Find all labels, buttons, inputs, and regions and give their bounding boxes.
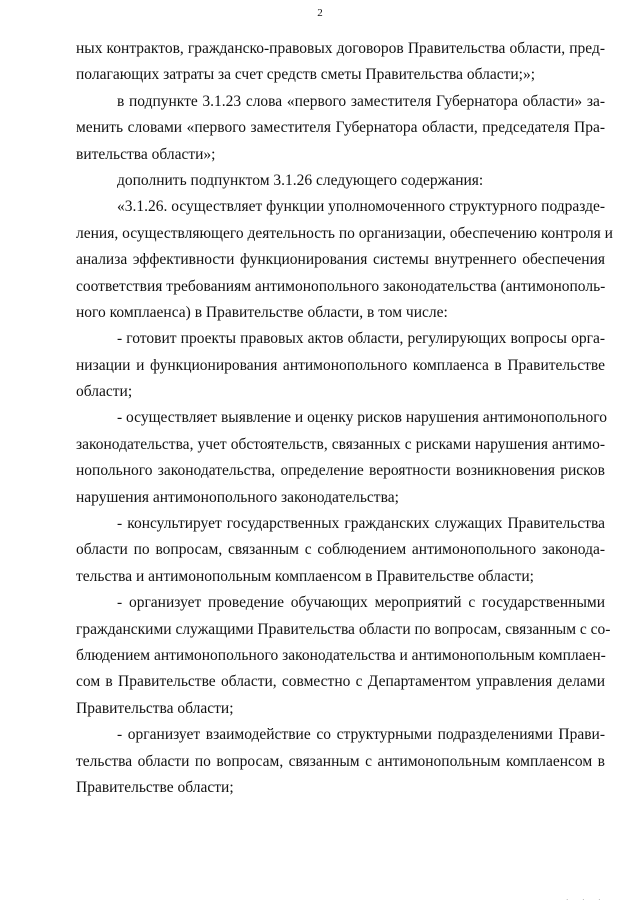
paragraph — [76, 722, 605, 801]
text-line: - осуществляет выявление и оценку рисков нарушения антимонопольного — [117, 409, 607, 427]
text-line: соответствия требованиям антимонопольного законодательства (антимонополь- — [76, 277, 606, 295]
paragraph — [76, 405, 605, 511]
text-line: сом в Правительстве области, совместно с Департаментом управления делами — [76, 673, 605, 691]
paragraph — [76, 511, 605, 590]
paragraph — [76, 590, 611, 722]
text-line: блюдением антимонопольного законодательства и антимонопольным комплаен- — [76, 646, 606, 664]
text-line: тельства и антимонопольным комплаенсом в Правительстве области; — [76, 567, 534, 585]
paragraph — [76, 36, 605, 89]
text-line: - организует взаимодействие со структурными подразделениями Прави- — [117, 726, 605, 744]
scan-artifact: · · · — [566, 896, 607, 904]
text-line: - готовит проекты правовых актов области, регулирующих вопросы орга- — [117, 330, 605, 348]
paragraph — [76, 194, 613, 326]
text-line: «3.1.26. осуществляет функции уполномоченного структурного подразде- — [117, 198, 606, 216]
text-line: области по вопросам, связанным с соблюдением антимонопольного законода- — [76, 541, 605, 559]
text-line: Правительства области; — [76, 699, 234, 717]
document-body — [76, 36, 613, 801]
text-line: ного комплаенса) в Правительстве области, в том числе: — [76, 303, 448, 321]
text-line: анализа эффективности функционирования системы внутреннего обеспечения — [76, 251, 605, 269]
text-line: нарушения антимонопольного законодательства; — [76, 488, 399, 506]
text-line: менить словами «первого заместителя Губернатора области, председателя Пра- — [76, 119, 605, 137]
text-line: низации и функционирования антимонопольного комплаенса в Правительстве — [76, 356, 605, 374]
paragraph — [76, 89, 605, 168]
paragraph — [76, 168, 605, 194]
text-line: ных контрактов, гражданско-правовых договоров Правительства области, пред- — [76, 40, 605, 57]
text-line: тельства области по вопросам, связанным с антимонопольным комплаенсом в — [76, 752, 605, 770]
text-line: законодательства, учет обстоятельств, связанных с рисками нарушения антимо- — [76, 435, 605, 453]
text-line: полагающих затраты за счет средств сметы Правительства области;»; — [76, 66, 536, 84]
paragraph — [76, 326, 605, 405]
text-line: - консультирует государственных гражданских служащих Правительства — [117, 515, 605, 533]
text-line: гражданскими служащими Правительства области по вопросам, связанным с со- — [76, 620, 611, 638]
text-line: ления, осуществляющего деятельность по организации, обеспечению контроля и — [76, 224, 613, 242]
text-line: дополнить подпунктом 3.1.26 следующего содержания: — [117, 171, 484, 189]
text-line: вительства области»; — [76, 145, 216, 163]
page-number: 2 — [317, 7, 323, 19]
text-line: области; — [76, 383, 133, 401]
text-line: - организует проведение обучающих мероприятий с государственными — [117, 594, 605, 612]
text-line: нопольного законодательства, определение вероятности возникновения рисков — [76, 462, 605, 480]
text-line: в подпункте 3.1.23 слова «первого заместителя Губернатора области» за- — [117, 92, 605, 110]
text-line: Правительстве области; — [76, 778, 234, 796]
